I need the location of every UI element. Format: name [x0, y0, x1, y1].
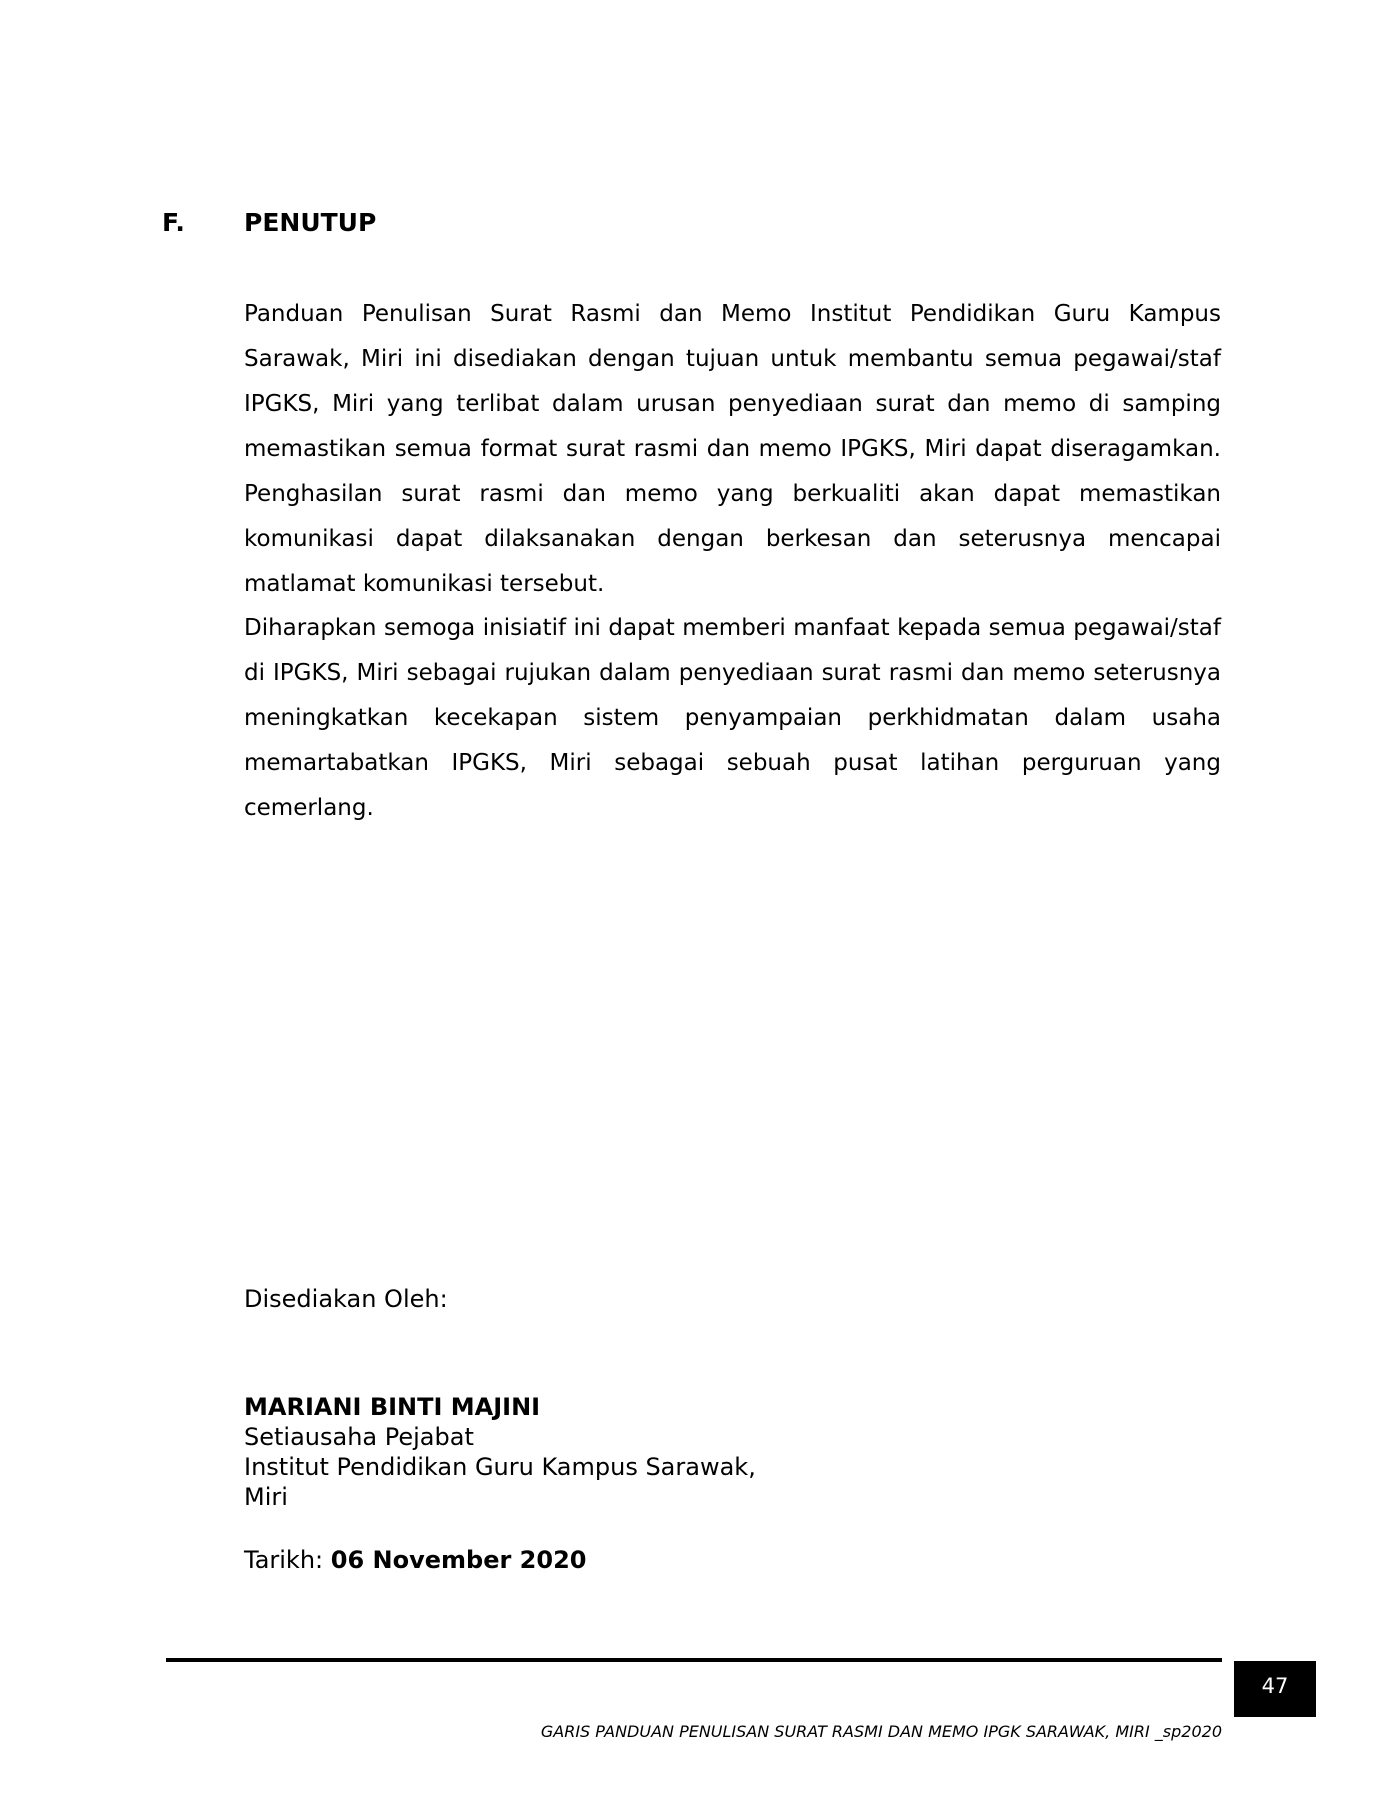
prepared-by-label: Disediakan Oleh: [244, 1285, 448, 1313]
signer-position: Setiausaha Pejabat [244, 1423, 474, 1451]
footer-caption: GARIS PANDUAN PENULISAN SURAT RASMI DAN MEMO IPGK SARAWAK, MIRI _sp2020 [540, 1722, 1222, 1741]
section-title: PENUTUP [244, 208, 377, 237]
page-number: 47 [1234, 1661, 1316, 1717]
signer-name: MARIANI BINTI MAJINI [244, 1393, 541, 1421]
date-label: Tarikh: [244, 1546, 324, 1574]
section-heading [162, 208, 1062, 238]
section-number: F. [162, 208, 185, 237]
signer-institution: Institut Pendidikan Guru Kampus Sarawak, [244, 1453, 756, 1481]
footer-divider [166, 1658, 1222, 1662]
closing-paragraph-1: Panduan Penulisan Surat Rasmi dan Memo Institut Pendidikan Guru Kampus Sarawak, Miri ini disediakan dengan tujuan untuk membantu semua pegawai/staf IPGKS, Miri yang terlibat dalam urusan penyediaan surat dan memo di samping memastikan semua format surat rasmi dan memo IPGKS, Miri dapat diseragamkan. Penghasilan surat rasmi dan memo yang berkualiti akan dapat memastikan komunikasi dapat dilaksanakan dengan berkesan dan seterusnya mencapai matlamat komunikasi tersebut. [244, 301, 1221, 597]
date-line [244, 1544, 1144, 1576]
closing-paragraph-2: Diharapkan semoga inisiatif ini dapat memberi manfaat kepada semua pegawai/staf di IPGKS, Miri sebagai rujukan dalam penyediaan surat rasmi dan memo seterusnya meningkatkan kecekapan sistem penyampaian perkhidmatan dalam usaha memartabatkan IPGKS, Miri sebagai sebuah pusat latihan perguruan yang cemerlang. [244, 615, 1221, 821]
signer-block [244, 1392, 1144, 1512]
signer-city: Miri [244, 1483, 288, 1511]
date-value: 06 November 2020 [330, 1546, 587, 1574]
